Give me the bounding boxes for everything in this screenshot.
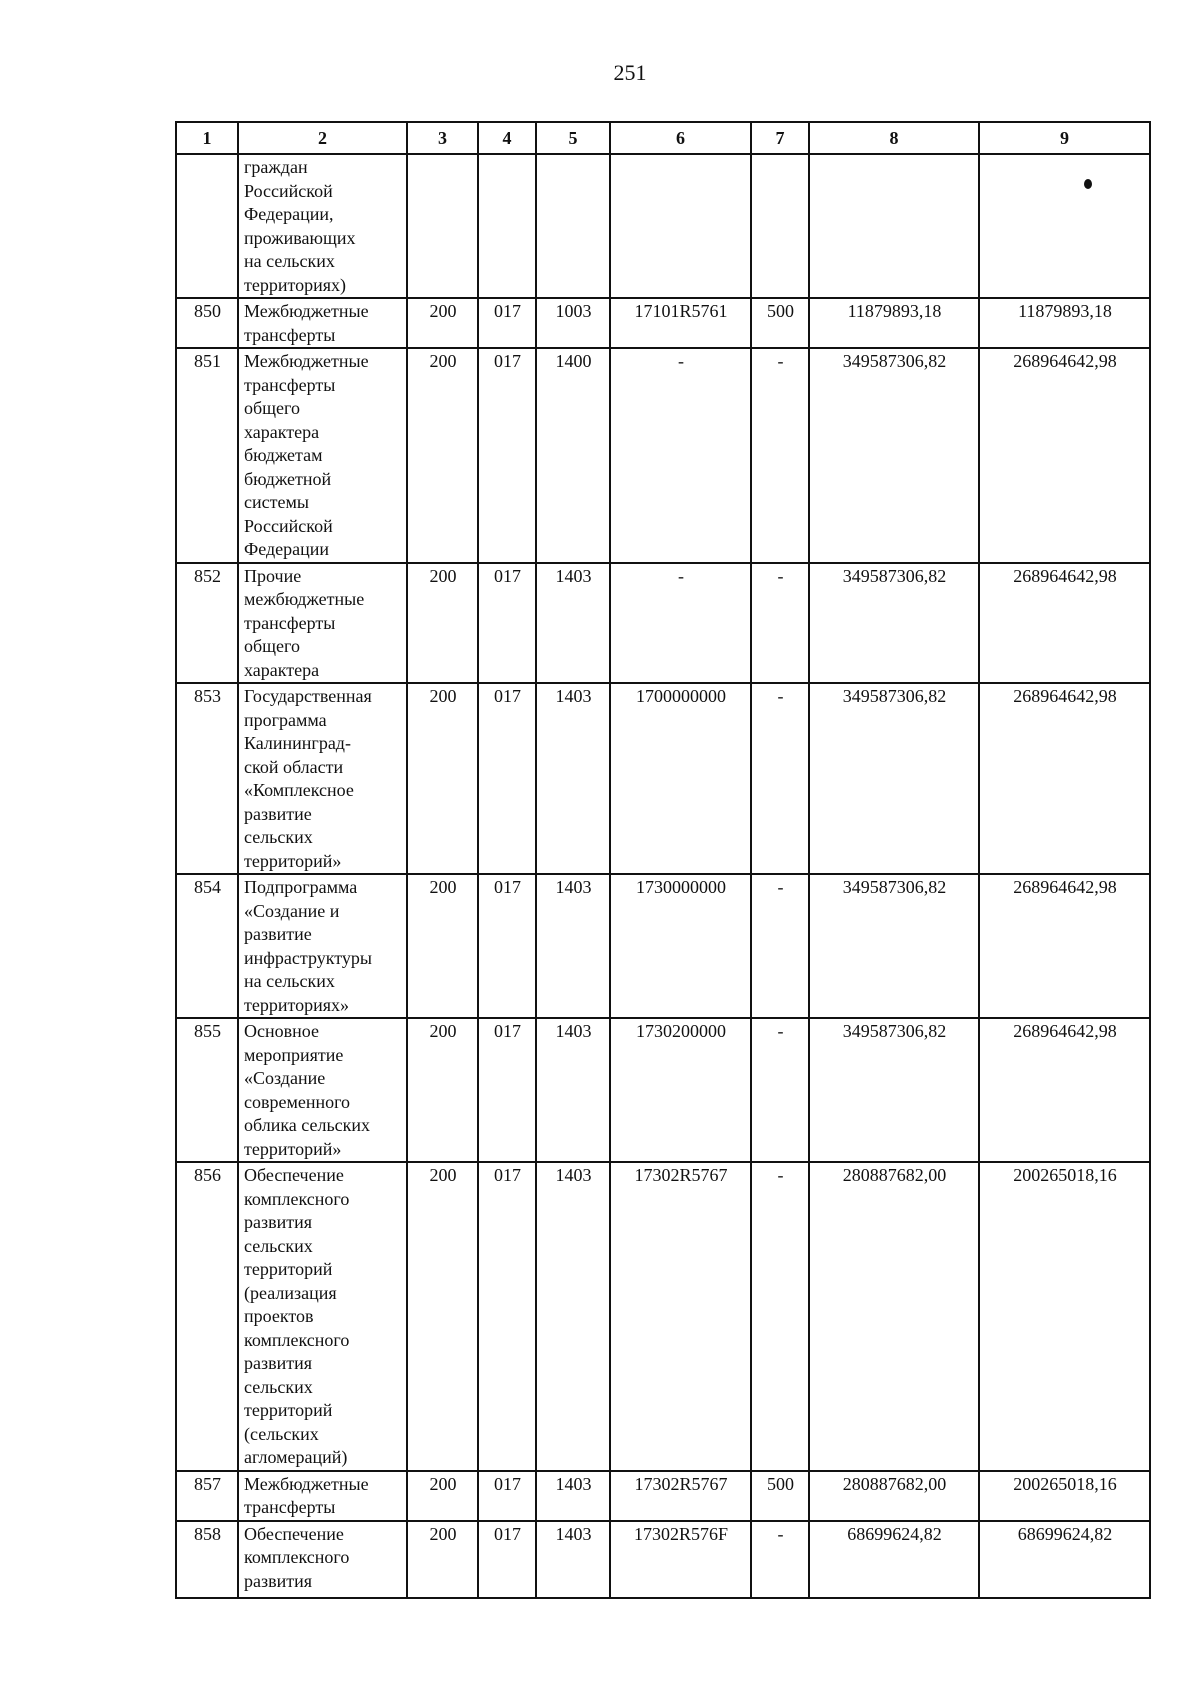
- table-row: [176, 1018, 1150, 1162]
- code-cell-6: 17302R5767: [610, 1162, 751, 1471]
- code-cell-7: -: [751, 1162, 809, 1471]
- code-cell-7: [751, 154, 809, 298]
- table-row: [176, 563, 1150, 684]
- code-cell-4: 017: [478, 1162, 536, 1471]
- code-cell-4: 017: [478, 1521, 536, 1598]
- column-header-7: 7: [751, 122, 809, 154]
- code-cell-6: -: [610, 348, 751, 563]
- row-number-cell: 853: [176, 683, 238, 874]
- item-name-cell: Государственная программа Калининград- ской области «Комплексное развитие сельских территорий»: [238, 683, 407, 874]
- column-header-8: 8: [809, 122, 979, 154]
- page-number: 251: [613, 60, 647, 85]
- item-name-cell: Основное мероприятие «Создание современного облика сельских территорий»: [238, 1018, 407, 1162]
- row-number-cell: 858: [176, 1521, 238, 1598]
- amount-cell-9: 268964642,98: [979, 348, 1150, 563]
- code-cell-7: -: [751, 683, 809, 874]
- code-cell-4: [478, 154, 536, 298]
- column-header-9: 9: [979, 122, 1150, 154]
- table-row: [176, 1162, 1150, 1471]
- code-cell-6: -: [610, 563, 751, 684]
- table-row: [176, 1521, 1150, 1598]
- row-number-cell: 855: [176, 1018, 238, 1162]
- code-cell-4: 017: [478, 348, 536, 563]
- item-name-cell: Обеспечение комплексного развития сельских территорий (реализация проектов комплексного развития сельских территорий (сельских агломераций): [238, 1162, 407, 1471]
- amount-cell-9: 200265018,16: [979, 1162, 1150, 1471]
- amount-cell-9: 268964642,98: [979, 874, 1150, 1018]
- code-cell-6: 1700000000: [610, 683, 751, 874]
- code-cell-5: 1403: [536, 1018, 610, 1162]
- code-cell-4: 017: [478, 1471, 536, 1521]
- code-cell-7: -: [751, 874, 809, 1018]
- code-cell-7: -: [751, 1521, 809, 1598]
- table-row: [176, 348, 1150, 563]
- amount-cell-8: 349587306,82: [809, 1018, 979, 1162]
- code-cell-7: -: [751, 348, 809, 563]
- amount-cell-8: 349587306,82: [809, 683, 979, 874]
- code-cell-5: 1403: [536, 1471, 610, 1521]
- amount-cell-8: 11879893,18: [809, 298, 979, 348]
- column-header-4: 4: [478, 122, 536, 154]
- item-name-cell: Обеспечение комплексного развития: [238, 1521, 407, 1598]
- code-cell-6: 17101R5761: [610, 298, 751, 348]
- amount-cell-8: 349587306,82: [809, 874, 979, 1018]
- code-cell-4: 017: [478, 874, 536, 1018]
- row-number-cell: 857: [176, 1471, 238, 1521]
- column-header-2: 2: [238, 122, 407, 154]
- amount-cell-9: [979, 154, 1150, 298]
- code-cell-7: -: [751, 1018, 809, 1162]
- amount-cell-9: 68699624,82: [979, 1521, 1150, 1598]
- code-cell-5: 1003: [536, 298, 610, 348]
- table-row: [176, 154, 1150, 298]
- item-name-cell: Межбюджетные трансферты: [238, 1471, 407, 1521]
- code-cell-7: -: [751, 563, 809, 684]
- amount-cell-9: 11879893,18: [979, 298, 1150, 348]
- code-cell-3: 200: [407, 1471, 478, 1521]
- code-cell-5: [536, 154, 610, 298]
- table-header-row: [176, 122, 1150, 154]
- code-cell-7: 500: [751, 298, 809, 348]
- row-number-cell: [176, 154, 238, 298]
- code-cell-4: 017: [478, 683, 536, 874]
- amount-cell-8: 280887682,00: [809, 1471, 979, 1521]
- code-cell-5: 1400: [536, 348, 610, 563]
- item-name-cell: Межбюджетные трансферты общего характера бюджетам бюджетной системы Российской Федерации: [238, 348, 407, 563]
- code-cell-6: 17302R576F: [610, 1521, 751, 1598]
- amount-cell-8: [809, 154, 979, 298]
- code-cell-6: [610, 154, 751, 298]
- code-cell-5: 1403: [536, 874, 610, 1018]
- row-number-cell: 854: [176, 874, 238, 1018]
- code-cell-3: 200: [407, 298, 478, 348]
- code-cell-3: [407, 154, 478, 298]
- amount-cell-8: 349587306,82: [809, 563, 979, 684]
- code-cell-3: 200: [407, 563, 478, 684]
- amount-cell-8: 68699624,82: [809, 1521, 979, 1598]
- table-row: [176, 1471, 1150, 1521]
- column-header-6: 6: [610, 122, 751, 154]
- code-cell-3: 200: [407, 348, 478, 563]
- row-number-cell: 850: [176, 298, 238, 348]
- amount-cell-9: 200265018,16: [979, 1471, 1150, 1521]
- table-row: [176, 683, 1150, 874]
- column-header-3: 3: [407, 122, 478, 154]
- code-cell-7: 500: [751, 1471, 809, 1521]
- item-name-cell: Прочие межбюджетные трансферты общего характера: [238, 563, 407, 684]
- code-cell-3: 200: [407, 1018, 478, 1162]
- code-cell-3: 200: [407, 683, 478, 874]
- budget-table: [175, 121, 1151, 1599]
- code-cell-4: 017: [478, 1018, 536, 1162]
- code-cell-5: 1403: [536, 683, 610, 874]
- item-name-cell: Подпрограмма «Создание и развитие инфраструктуры на сельских территориях»: [238, 874, 407, 1018]
- code-cell-6: 1730200000: [610, 1018, 751, 1162]
- column-header-5: 5: [536, 122, 610, 154]
- code-cell-3: 200: [407, 1162, 478, 1471]
- code-cell-5: 1403: [536, 1162, 610, 1471]
- code-cell-4: 017: [478, 298, 536, 348]
- code-cell-6: 17302R5767: [610, 1471, 751, 1521]
- item-name-cell: Межбюджетные трансферты: [238, 298, 407, 348]
- row-number-cell: 856: [176, 1162, 238, 1471]
- row-number-cell: 851: [176, 348, 238, 563]
- amount-cell-9: 268964642,98: [979, 683, 1150, 874]
- amount-cell-8: 349587306,82: [809, 348, 979, 563]
- code-cell-5: 1403: [536, 563, 610, 684]
- code-cell-3: 200: [407, 1521, 478, 1598]
- amount-cell-9: 268964642,98: [979, 563, 1150, 684]
- code-cell-5: 1403: [536, 1521, 610, 1598]
- code-cell-4: 017: [478, 563, 536, 684]
- table-row: [176, 874, 1150, 1018]
- code-cell-3: 200: [407, 874, 478, 1018]
- amount-cell-9: 268964642,98: [979, 1018, 1150, 1162]
- amount-cell-8: 280887682,00: [809, 1162, 979, 1471]
- item-name-cell: граждан Российской Федерации, проживающих на сельских территориях): [238, 154, 407, 298]
- code-cell-6: 1730000000: [610, 874, 751, 1018]
- scan-ink-spot: [1084, 179, 1092, 189]
- table-row: [176, 298, 1150, 348]
- row-number-cell: 852: [176, 563, 238, 684]
- column-header-1: 1: [176, 122, 238, 154]
